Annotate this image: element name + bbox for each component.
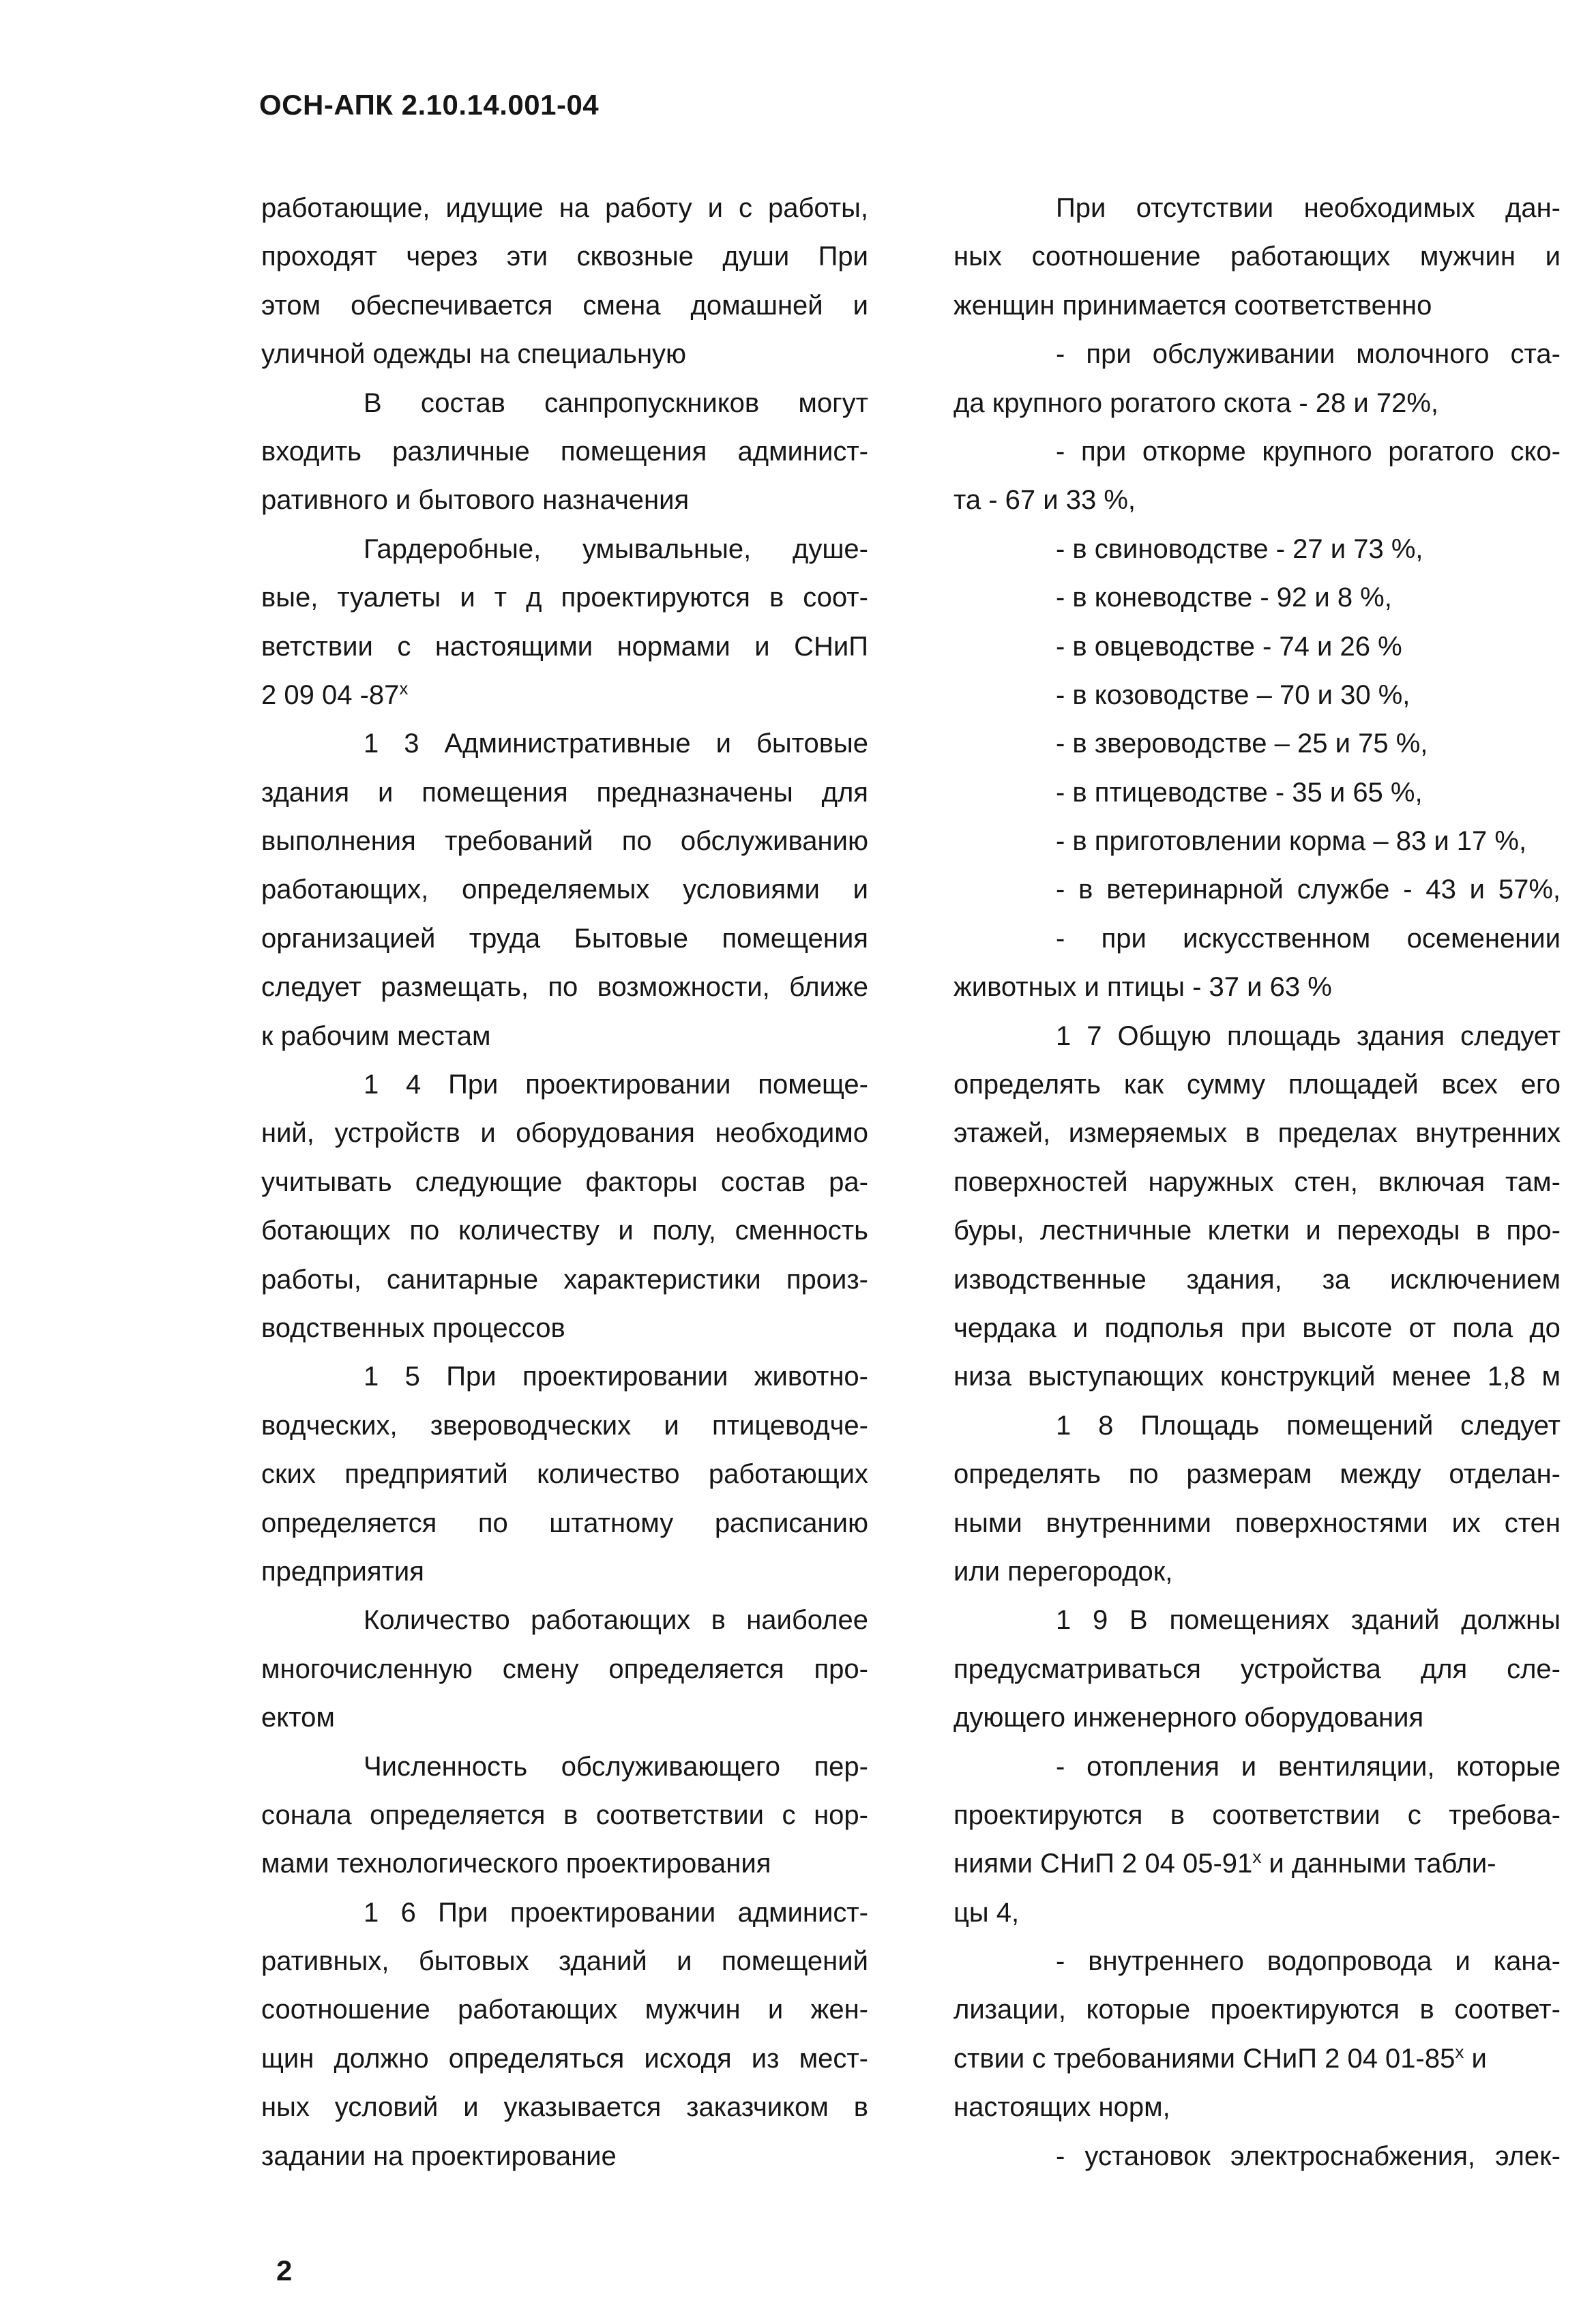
text-line: женщин принимается соответственно <box>954 290 1432 321</box>
text-line: ративного и бытового назначения <box>261 485 690 516</box>
text-line: предприятия <box>261 1556 424 1587</box>
text-line: В состав санпропускников могут <box>364 387 868 418</box>
text-line: 1 8 Площадь помещений следует <box>1056 1410 1561 1441</box>
text-line: ствии с требованиями СНиП 2 04 01-85$^x$ и <box>954 2041 1487 2074</box>
text-line: да крупного рогатого скота - 28 и 72%, <box>954 387 1439 418</box>
page-number: 2 <box>276 2254 293 2287</box>
text-line: - в звероводстве – 25 и 75 %, <box>1056 729 1428 759</box>
text-line: к рабочим местам <box>261 1020 491 1051</box>
text-line: - при обслуживании молочного ста- <box>1056 339 1561 370</box>
text-line: 2 09 04 -87$^x$ <box>261 677 409 710</box>
text-line: предусматриваться устройства для сле- <box>954 1654 1561 1684</box>
text-line: этом обеспечивается смена домашней и <box>261 290 868 321</box>
text-line: учитывать следующие факторы состав ра- <box>261 1166 868 1197</box>
text-line: - в ветеринарной службе - 43 и 57%, <box>1056 875 1561 905</box>
text-line: здания и помещения предназначены для <box>261 777 868 808</box>
document-code-header: ОСН-АПК 2.10.14.001-04 <box>259 89 600 121</box>
text-line: ных условий и указывается заказчиком в <box>261 2092 868 2123</box>
text-line: животных и птицы - 37 и 63 % <box>954 972 1332 1003</box>
text-line: поверхностей наружных стен, включая там- <box>954 1166 1561 1197</box>
text-line: работы, санитарные характеристики произ- <box>261 1264 868 1295</box>
text-line: 1 7 Общую площадь здания следует <box>1056 1020 1561 1051</box>
text-line: ветствии с настоящими нормами и СНиП <box>261 631 868 662</box>
text-line: 1 3 Административные и бытовые <box>364 729 868 759</box>
text-line: определяется по штатному расписанию <box>261 1508 868 1538</box>
text-line: Численность обслуживающего пер- <box>364 1751 868 1782</box>
text-line: цы 4, <box>954 1897 1020 1928</box>
text-line: определять по размерам между отделан- <box>954 1459 1561 1490</box>
text-line: или перегородок, <box>954 1556 1173 1587</box>
text-line: организацией труда Бытовые помещения <box>261 923 868 954</box>
text-line: Количество работающих в наиболее <box>364 1605 868 1636</box>
text-line: - отопления и вентиляции, которые <box>1056 1751 1561 1782</box>
text-line: - при откорме крупного рогатого ско- <box>1056 436 1561 467</box>
superscript-mark: x <box>1252 1847 1262 1868</box>
text-line: Гардеробные, умывальные, душе- <box>364 533 868 564</box>
text-line: - в свиноводстве - 27 и 73 %, <box>1056 533 1423 564</box>
text-line: проходят через эти сквозные души При <box>261 241 868 272</box>
right-text-column <box>954 184 1561 2181</box>
text-line: соотношение работающих мужчин и жен- <box>261 1995 868 2025</box>
text-line: ными внутренними поверхностями их стен <box>954 1508 1561 1538</box>
left-text-column <box>261 184 868 2181</box>
text-line: ских предприятий количество работающих <box>261 1459 868 1490</box>
text-line: - в приготовлении корма – 83 и 17 %, <box>1056 826 1527 857</box>
text-line: входить различные помещения админист- <box>261 436 868 467</box>
text-line: 1 4 При проектировании помеще- <box>364 1070 868 1100</box>
text-line: дующего инженерного оборудования <box>954 1703 1424 1733</box>
text-line: многочисленную смену определяется про- <box>261 1654 868 1684</box>
text-line: работающих, определяемых условиями и <box>261 875 868 905</box>
text-line: определять как сумму площадей всех его <box>954 1070 1561 1100</box>
text-line: щин должно определяться исходя из мест- <box>261 2043 868 2074</box>
text-line: При отсутствии необходимых дан- <box>1056 193 1561 223</box>
superscript-mark: x <box>1455 2041 1464 2062</box>
superscript-mark: x <box>399 677 409 699</box>
text-line: ниями СНиП 2 04 05-91$^x$ и данными табли- <box>954 1847 1496 1879</box>
text-line: ративных, бытовых зданий и помещений <box>261 1946 868 1977</box>
text-line: буры, лестничные клетки и переходы в про- <box>954 1216 1561 1246</box>
text-line: сонала определяется в соответствии с нор- <box>261 1799 868 1830</box>
text-line: та - 67 и 33 %, <box>954 485 1136 516</box>
text-line: 1 6 При проектировании админист- <box>364 1897 868 1928</box>
text-line: ных соотношение работающих мужчин и <box>954 241 1561 272</box>
text-line: 1 5 При проектировании животно- <box>364 1362 868 1392</box>
text-line: ектом <box>261 1703 335 1733</box>
text-line: - в коневодстве - 92 и 8 %, <box>1056 583 1392 613</box>
text-line: задании на проектирование <box>261 2141 617 2171</box>
text-line: следует размещать, по возможности, ближе <box>261 972 868 1003</box>
text-line: - при искусственном осеменении <box>1056 923 1561 954</box>
text-line: - в козоводстве – 70 и 30 %, <box>1056 679 1410 710</box>
text-line: вые, туалеты и т д проектируются в соот- <box>261 583 868 613</box>
text-line: лизации, которые проектируются в соответ- <box>954 1995 1561 2025</box>
text-line: - в птицеводстве - 35 и 65 %, <box>1056 777 1423 808</box>
text-line: водственных процессов <box>261 1312 565 1343</box>
text-line: мами технологического проектирования <box>261 1849 771 1879</box>
text-line: - в овцеводстве - 74 и 26 % <box>1056 631 1402 662</box>
text-line: 1 9 В помещениях зданий должны <box>1056 1605 1561 1636</box>
text-line: - внутреннего водопровода и кана- <box>1056 1946 1561 1977</box>
text-line: настоящих норм, <box>954 2092 1170 2123</box>
text-line: выполнения требований по обслуживанию <box>261 826 868 857</box>
text-line: проектируются в соответствии с требова- <box>954 1799 1561 1830</box>
text-line: работающие, идущие на работу и с работы, <box>261 193 868 223</box>
text-line: этажей, измеряемых в пределах внутренних <box>954 1118 1561 1149</box>
text-line: чердака и подполья при высоте от пола до <box>954 1312 1561 1343</box>
text-line: водческих, звероводческих и птицеводче- <box>261 1410 868 1441</box>
text-line: уличной одежды на специальную <box>261 339 687 370</box>
text-line: - установок электроснабжения, элек- <box>1056 2141 1561 2171</box>
text-line: изводственные здания, за исключением <box>954 1264 1561 1295</box>
text-line: низа выступающих конструкций менее 1,8 м <box>954 1362 1561 1392</box>
text-line: ний, устройств и оборудования необходимо <box>261 1118 868 1149</box>
text-line: ботающих по количеству и полу, сменность <box>261 1216 868 1246</box>
